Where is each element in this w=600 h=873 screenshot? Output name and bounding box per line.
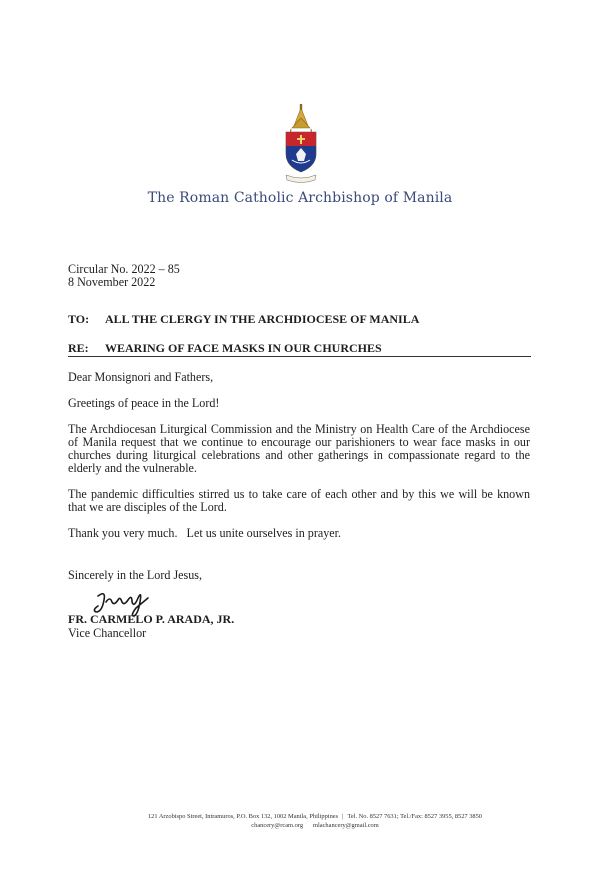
footer-phones: Tel. No. 8527 7631; Tel./Fax: 8527 3955, 8527 3850 xyxy=(347,813,482,820)
letterhead-title: The Roman Catholic Archbishop of Manila xyxy=(147,190,453,206)
re-value: WEARING OF FACE MASKS IN OUR CHURCHES xyxy=(105,341,382,355)
subject-divider xyxy=(68,356,531,357)
salutation: Dear Monsignori and Fathers, xyxy=(68,370,214,384)
body-paragraph-2: The pandemic difficulties stirred us to take care of each other and by this we will be known that we are disciples of the Lord. xyxy=(68,487,530,514)
to-value: ALL THE CLERGY IN THE ARCHDIOCESE OF MANILA xyxy=(105,312,420,326)
greeting: Greetings of peace in the Lord! xyxy=(68,396,220,410)
re-line xyxy=(68,342,536,355)
closing-line: Sincerely in the Lord Jesus, xyxy=(68,568,203,582)
re-label: RE: xyxy=(68,341,89,355)
body-paragraph-1: The Archdiocesan Liturgical Commission and the Ministry on Health Care of the Archdiocese of Manila request that we continue to encourage our parishioners to wear face masks in our churches during liturgical celebrations and other gatherings in compassionate regard to the elderly and the vulnerable. xyxy=(68,422,530,475)
circular-date: 8 November 2022 xyxy=(68,275,156,289)
to-line xyxy=(68,313,536,326)
to-label: TO: xyxy=(68,312,90,326)
signatory-title: Vice Chancellor xyxy=(68,626,147,640)
circular-header xyxy=(68,263,536,289)
circular-number: Circular No. 2022 – 85 xyxy=(68,262,180,276)
archdiocese-coat-of-arms xyxy=(278,104,324,186)
footer-email-1: chancery@rcam.org xyxy=(251,822,304,829)
signatory-name: FR. CARMELO P. ARADA, JR. xyxy=(68,612,235,626)
thanks-line: Thank you very much. Let us unite ourselves in prayer. xyxy=(68,526,342,540)
footer-email-2: mlachancery@gmail.com xyxy=(313,822,379,829)
letterhead-footer: 121 Arzobispo Street, Intramuros, P.O. Box 132, 1002 Manila, Philippines | Tel. No. 8527 7631; Tel./Fax: 8527 3955, 8527 3850 chancery@rcam.org mlachancery@gmail.com xyxy=(147,813,482,829)
footer-address: 121 Arzobispo Street, Intramuros, P.O. Box 132, 1002 Manila, Philippines xyxy=(147,813,339,820)
